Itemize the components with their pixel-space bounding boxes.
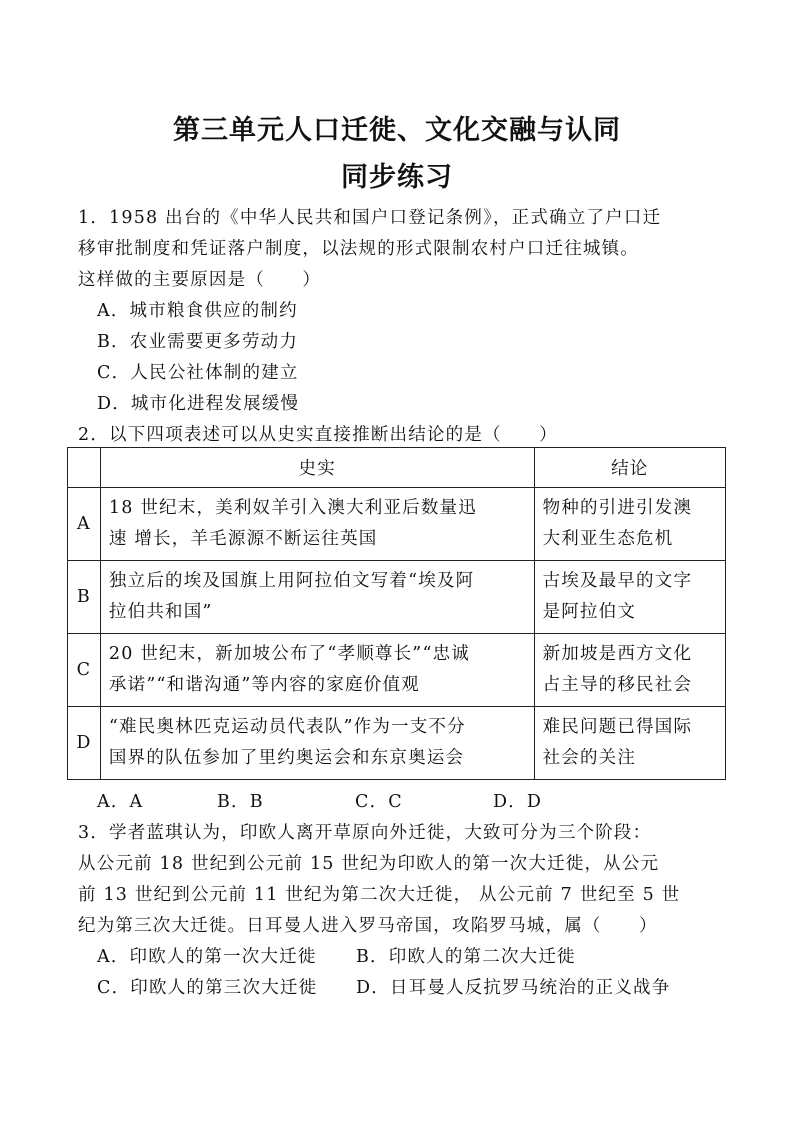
fact-line: 18 世纪末，美利奴羊引入澳大利亚后数量迅 [108,498,477,518]
conclusion-line: 占主导的移民社会 [542,675,693,695]
conclusion-cell [534,707,725,780]
fact-cell [100,707,534,780]
fact-line: “难民奥林匹克运动员代表队”作为一支不分 [108,717,466,737]
conclusion-cell [534,561,725,634]
q3-option-d: D．日耳曼人反抗罗马统治的正义战争 [356,978,671,998]
conclusion-line: 社会的关注 [542,748,637,768]
conclusion-line: 新加坡是西方文化 [542,644,693,664]
table-header-row [68,448,726,488]
conclusion-line: 古埃及最早的文字 [542,571,693,591]
q2-option-b: B．B [217,792,264,812]
q1-option-a: A．城市粮食供应的制约 [97,301,298,321]
fact-line: 独立后的埃及国旗上用阿拉伯文写着“埃及阿 [108,571,475,591]
row-label: A [68,488,101,561]
q3-option-b: B．印欧人的第二次大迁徙 [356,947,576,967]
fact-line: 速 增长，羊毛源源不断运往英国 [108,529,378,549]
q3-stem-line-4: 纪为第三次大迁徙。日耳曼人进入罗马帝国，攻陷罗马城，属（ ） [78,916,658,936]
table-row [68,707,726,780]
q1-option-c: C．人民公社体制的建立 [97,363,299,383]
q1-stem-line-1: 1．1958 出台的《中华人民共和国户口登记条例》，正式确立了户口迁 [78,208,662,228]
fact-line: 拉伯共和国” [108,602,213,622]
conclusion-line: 物种的引进引发澳 [542,498,693,518]
fact-cell [100,488,534,561]
fact-line: 国界的队伍参加了里约奥运会和东京奥运会 [108,748,465,768]
table-row [68,561,726,634]
q2-table [67,447,726,780]
row-label: C [68,634,101,707]
row-label: B [68,561,101,634]
conclusion-cell [534,634,725,707]
fact-cell [100,634,534,707]
row-label: D [68,707,101,780]
header-fact-cell: 史实 [100,448,534,488]
fact-cell [100,561,534,634]
table-row [68,634,726,707]
header-label-cell [68,448,101,488]
q2-option-a: A．A [97,792,144,812]
q3-option-c: C．印欧人的第三次大迁徙 [97,978,318,998]
q3-stem-line-1: 3．学者蓝琪认为，印欧人离开草原向外迁徙，大致可分为三个阶段： [78,823,652,843]
conclusion-line: 难民问题已得国际 [542,717,693,737]
conclusion-cell [534,488,725,561]
document-subtitle: 同步练习 [341,162,453,193]
conclusion-line: 是阿拉伯文 [542,602,637,622]
q1-stem-line-3: 这样做的主要原因是（ ） [78,270,322,290]
q1-stem-line-2: 移审批制度和凭证落户制度，以法规的形式限制农村户口迁往城镇。 [78,239,639,259]
fact-line: 承诺”“和谐沟通”等内容的家庭价值观 [108,675,420,695]
document-title: 第三单元人口迁徙、文化交融与认同 [173,115,621,146]
q2-option-c: C．C [355,792,403,812]
q2-stem: 2．以下四项表述可以从史实直接推断出结论的是（ ） [78,425,558,445]
fact-line: 20 世纪末，新加坡公布了“孝顺尊长”“忠诚 [108,644,470,664]
table-row [68,488,726,561]
q3-stem-line-2: 从公元前 18 世纪到公元前 15 世纪为印欧人的第一次大迁徙，从公元 [78,854,660,874]
header-conclusion-cell: 结论 [534,448,725,488]
q3-stem-line-3: 前 13 世纪到公元前 11 世纪为第二次大迁徙， 从公元前 7 世纪至 5 世 [78,885,681,905]
q3-option-a: A．印欧人的第一次大迁徙 [97,947,317,967]
conclusion-line: 大利亚生态危机 [542,529,674,549]
q1-option-b: B．农业需要更多劳动力 [97,332,299,352]
q1-option-d: D．城市化进程发展缓慢 [97,394,300,414]
q2-option-d: D．D [493,792,543,812]
